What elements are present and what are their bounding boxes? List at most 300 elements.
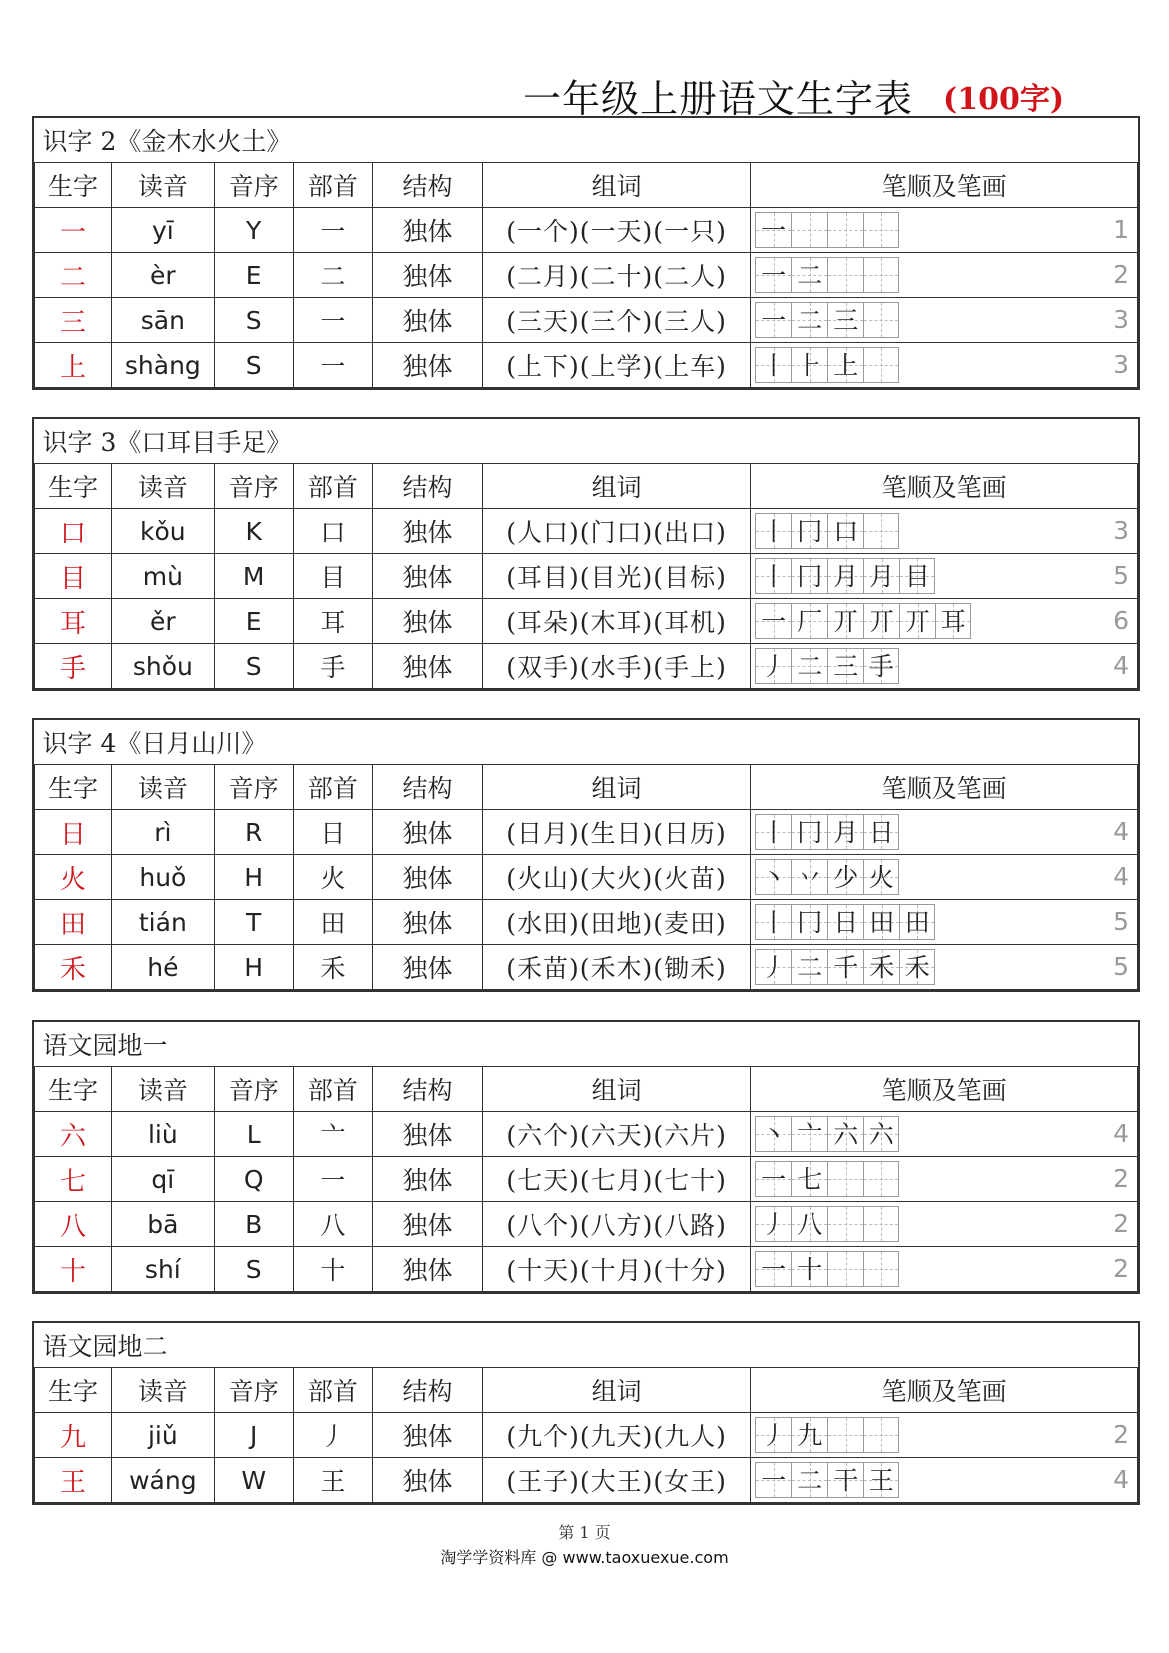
sequence-cell: H xyxy=(214,945,293,990)
radical-cell: 一 xyxy=(293,208,372,253)
pinyin-cell: shǒu xyxy=(112,644,214,689)
stroke-box xyxy=(755,949,791,985)
character-cell: 三 xyxy=(35,298,112,343)
pinyin-cell: jiǔ xyxy=(112,1413,214,1458)
stroke-box xyxy=(755,1417,791,1453)
stroke-step: 丶 xyxy=(761,863,787,892)
pinyin-cell: mù xyxy=(112,554,214,599)
column-header: 组词 xyxy=(482,1067,750,1112)
table-row xyxy=(35,599,1138,644)
table-row xyxy=(35,1247,1138,1292)
column-header: 部首 xyxy=(293,765,372,810)
stroke-box xyxy=(899,558,935,594)
sequence-cell: S xyxy=(214,298,293,343)
column-header: 结构 xyxy=(373,163,483,208)
structure-cell: 独体 xyxy=(373,343,483,388)
column-header: 笔顺及笔画 xyxy=(751,163,1138,208)
stroke-box xyxy=(863,212,899,248)
stroke-box xyxy=(827,257,863,293)
table-row xyxy=(35,855,1138,900)
column-header: 读音 xyxy=(112,1368,214,1413)
stroke-count: 5 xyxy=(1113,561,1129,590)
character-cell: 禾 xyxy=(35,945,112,990)
stroke-step: 手 xyxy=(868,652,894,681)
stroke-count: 4 xyxy=(1113,862,1129,891)
sequence-cell: S xyxy=(214,1247,293,1292)
column-header: 音序 xyxy=(214,464,293,509)
stroke-order-cell xyxy=(751,1202,1138,1247)
stroke-grid xyxy=(755,1116,899,1152)
words-cell: (火山)(大火)(火苗) xyxy=(482,855,750,900)
stroke-grid xyxy=(755,347,899,383)
stroke-box xyxy=(755,904,791,940)
stroke-step: 厂 xyxy=(797,607,823,636)
stroke-step: 一 xyxy=(761,216,787,245)
pinyin-cell: rì xyxy=(112,810,214,855)
radical-cell: 日 xyxy=(293,810,372,855)
stroke-order-cell xyxy=(751,1247,1138,1292)
stroke-count: 6 xyxy=(1113,606,1129,635)
stroke-step: 十 xyxy=(797,1255,823,1284)
structure-cell: 独体 xyxy=(373,1413,483,1458)
stroke-box xyxy=(791,859,827,895)
stroke-count: 4 xyxy=(1113,1119,1129,1148)
stroke-grid xyxy=(755,257,899,293)
words-cell: (九个)(九天)(九人) xyxy=(482,1413,750,1458)
character-cell: 上 xyxy=(35,343,112,388)
stroke-step: 田 xyxy=(869,908,895,937)
stroke-step: 禾 xyxy=(904,953,930,982)
pinyin-cell: shí xyxy=(112,1247,214,1292)
stroke-step: 少 xyxy=(833,863,859,892)
sequence-cell: W xyxy=(214,1458,293,1503)
stroke-step: 冂 xyxy=(797,562,823,591)
stroke-count: 2 xyxy=(1113,1164,1129,1193)
column-header: 生字 xyxy=(35,765,112,810)
stroke-box xyxy=(791,1161,827,1197)
structure-cell: 独体 xyxy=(373,1247,483,1292)
stroke-step: 丨 xyxy=(761,908,787,937)
stroke-box xyxy=(791,347,827,383)
page-number: 第 1 页 xyxy=(558,1523,611,1542)
stroke-box xyxy=(791,257,827,293)
stroke-grid xyxy=(755,814,899,850)
stroke-box xyxy=(755,1161,791,1197)
character-cell: 火 xyxy=(35,855,112,900)
structure-cell: 独体 xyxy=(373,1458,483,1503)
stroke-step: 二 xyxy=(797,306,823,335)
stroke-order-cell xyxy=(751,298,1138,343)
structure-cell: 独体 xyxy=(373,208,483,253)
words-cell: (双手)(水手)(手上) xyxy=(482,644,750,689)
character-cell: 王 xyxy=(35,1458,112,1503)
column-header: 音序 xyxy=(214,1368,293,1413)
stroke-step: 干 xyxy=(833,1466,859,1495)
section-caption: 语文园地二 xyxy=(35,1323,1138,1368)
words-cell: (水田)(田地)(麦田) xyxy=(482,900,750,945)
sequence-cell: S xyxy=(214,343,293,388)
radical-cell: 王 xyxy=(293,1458,372,1503)
radical-cell: 手 xyxy=(293,644,372,689)
structure-cell: 独体 xyxy=(373,1112,483,1157)
stroke-step: 月 xyxy=(833,562,859,591)
stroke-box xyxy=(899,949,935,985)
stroke-box xyxy=(827,1417,863,1453)
column-header: 生字 xyxy=(35,1067,112,1112)
sequence-cell: L xyxy=(214,1112,293,1157)
stroke-box xyxy=(791,603,827,639)
stroke-box xyxy=(827,212,863,248)
stroke-step: 冂 xyxy=(797,818,823,847)
stroke-count: 4 xyxy=(1113,651,1129,680)
stroke-grid xyxy=(755,859,899,895)
radical-cell: 火 xyxy=(293,855,372,900)
stroke-step: 口 xyxy=(833,517,859,546)
pinyin-cell: wáng xyxy=(112,1458,214,1503)
structure-cell: 独体 xyxy=(373,1157,483,1202)
sequence-cell: M xyxy=(214,554,293,599)
table-row xyxy=(35,343,1138,388)
structure-cell: 独体 xyxy=(373,253,483,298)
radical-cell: 十 xyxy=(293,1247,372,1292)
stroke-grid xyxy=(755,1462,899,1498)
column-header: 组词 xyxy=(482,765,750,810)
stroke-step: 火 xyxy=(868,863,894,892)
stroke-step: 丿 xyxy=(761,1210,787,1239)
stroke-order-cell xyxy=(751,554,1138,599)
stroke-step: 二 xyxy=(797,953,823,982)
stroke-count: 4 xyxy=(1113,1465,1129,1494)
stroke-box xyxy=(791,302,827,338)
column-header: 笔顺及笔画 xyxy=(751,1067,1138,1112)
section-table xyxy=(32,718,1140,992)
stroke-box xyxy=(755,212,791,248)
stroke-step: 三 xyxy=(833,652,859,681)
column-header: 读音 xyxy=(112,163,214,208)
stroke-step: 丨 xyxy=(761,562,787,591)
stroke-box xyxy=(755,1462,791,1498)
character-cell: 口 xyxy=(35,509,112,554)
sequence-cell: E xyxy=(214,253,293,298)
stroke-order-cell xyxy=(751,1157,1138,1202)
stroke-box xyxy=(827,904,863,940)
table-row xyxy=(35,298,1138,343)
stroke-step: 王 xyxy=(868,1466,894,1495)
stroke-box xyxy=(935,603,971,639)
table-row xyxy=(35,1202,1138,1247)
sequence-cell: T xyxy=(214,900,293,945)
column-header: 读音 xyxy=(112,1067,214,1112)
column-header: 组词 xyxy=(482,464,750,509)
stroke-step: 六 xyxy=(833,1120,859,1149)
stroke-order-cell xyxy=(751,1413,1138,1458)
words-cell: (十天)(十月)(十分) xyxy=(482,1247,750,1292)
stroke-count: 5 xyxy=(1113,907,1129,936)
words-cell: (耳目)(目光)(目标) xyxy=(482,554,750,599)
stroke-box xyxy=(755,558,791,594)
words-cell: (六个)(六天)(六片) xyxy=(482,1112,750,1157)
stroke-box xyxy=(755,1206,791,1242)
character-cell: 一 xyxy=(35,208,112,253)
table-row xyxy=(35,945,1138,990)
structure-cell: 独体 xyxy=(373,945,483,990)
sequence-cell: J xyxy=(214,1413,293,1458)
radical-cell: 一 xyxy=(293,298,372,343)
stroke-step: 七 xyxy=(797,1165,823,1194)
pinyin-cell: tián xyxy=(112,900,214,945)
stroke-box xyxy=(755,648,791,684)
pinyin-cell: qī xyxy=(112,1157,214,1202)
stroke-box xyxy=(827,1161,863,1197)
stroke-box xyxy=(791,1462,827,1498)
stroke-box xyxy=(791,1417,827,1453)
character-cell: 七 xyxy=(35,1157,112,1202)
stroke-box xyxy=(827,1251,863,1287)
radical-cell: 丿 xyxy=(293,1413,372,1458)
radical-cell: 田 xyxy=(293,900,372,945)
stroke-order-cell xyxy=(751,644,1138,689)
stroke-box xyxy=(755,1251,791,1287)
stroke-count: 2 xyxy=(1113,1254,1129,1283)
radical-cell: 目 xyxy=(293,554,372,599)
sequence-cell: Y xyxy=(214,208,293,253)
radical-cell: 耳 xyxy=(293,599,372,644)
stroke-grid xyxy=(755,1251,899,1287)
stroke-order-cell xyxy=(751,1112,1138,1157)
stroke-box xyxy=(899,904,935,940)
character-cell: 十 xyxy=(35,1247,112,1292)
column-header: 生字 xyxy=(35,1368,112,1413)
character-cell: 手 xyxy=(35,644,112,689)
structure-cell: 独体 xyxy=(373,810,483,855)
table-row xyxy=(35,509,1138,554)
words-cell: (耳朵)(木耳)(耳机) xyxy=(482,599,750,644)
radical-cell: 一 xyxy=(293,343,372,388)
table-row xyxy=(35,1413,1138,1458)
radical-cell: 亠 xyxy=(293,1112,372,1157)
stroke-count: 2 xyxy=(1113,1209,1129,1238)
pinyin-cell: èr xyxy=(112,253,214,298)
column-header: 部首 xyxy=(293,464,372,509)
stroke-grid xyxy=(755,949,935,985)
section-table xyxy=(32,116,1140,390)
structure-cell: 独体 xyxy=(373,1202,483,1247)
stroke-step: 丨 xyxy=(761,517,787,546)
character-cell: 田 xyxy=(35,900,112,945)
stroke-box xyxy=(755,603,791,639)
stroke-order-cell xyxy=(751,343,1138,388)
sequence-cell: S xyxy=(214,644,293,689)
stroke-step: 日 xyxy=(868,818,894,847)
stroke-box xyxy=(791,814,827,850)
stroke-step: 田 xyxy=(904,908,930,937)
section-caption: 识字 2《金木水火土》 xyxy=(35,118,1138,163)
stroke-box xyxy=(791,1251,827,1287)
stroke-step: 三 xyxy=(833,306,859,335)
stroke-count: 1 xyxy=(1113,215,1129,244)
radical-cell: 二 xyxy=(293,253,372,298)
column-header: 结构 xyxy=(373,1067,483,1112)
stroke-box xyxy=(863,904,899,940)
pinyin-cell: huǒ xyxy=(112,855,214,900)
character-cell: 九 xyxy=(35,1413,112,1458)
column-header: 部首 xyxy=(293,1368,372,1413)
words-cell: (日月)(生日)(日历) xyxy=(482,810,750,855)
stroke-step: 九 xyxy=(797,1421,823,1450)
stroke-box xyxy=(791,949,827,985)
stroke-box xyxy=(755,257,791,293)
stroke-box xyxy=(755,347,791,383)
stroke-order-cell xyxy=(751,509,1138,554)
pinyin-cell: liù xyxy=(112,1112,214,1157)
stroke-box xyxy=(863,648,899,684)
stroke-grid xyxy=(755,648,899,684)
stroke-box xyxy=(863,949,899,985)
stroke-box xyxy=(863,257,899,293)
stroke-box xyxy=(791,904,827,940)
column-header: 部首 xyxy=(293,163,372,208)
column-header: 生字 xyxy=(35,163,112,208)
stroke-step: 一 xyxy=(761,607,787,636)
stroke-box xyxy=(827,1462,863,1498)
footer-site: 淘学学资料库 @ www.taoxuexue.com xyxy=(440,1548,729,1567)
column-header: 笔顺及笔画 xyxy=(751,765,1138,810)
section-table xyxy=(32,417,1140,691)
column-header: 组词 xyxy=(482,163,750,208)
stroke-box xyxy=(791,1206,827,1242)
pinyin-cell: hé xyxy=(112,945,214,990)
stroke-box xyxy=(863,347,899,383)
character-cell: 六 xyxy=(35,1112,112,1157)
stroke-count: 2 xyxy=(1113,1420,1129,1449)
character-cell: 日 xyxy=(35,810,112,855)
title-count: (100字) xyxy=(943,82,1065,117)
stroke-box xyxy=(791,1116,827,1152)
stroke-count: 2 xyxy=(1113,260,1129,289)
stroke-box xyxy=(827,603,863,639)
character-cell: 八 xyxy=(35,1202,112,1247)
words-cell: (二月)(二十)(二人) xyxy=(482,253,750,298)
stroke-step: 六 xyxy=(868,1120,894,1149)
sequence-cell: R xyxy=(214,810,293,855)
structure-cell: 独体 xyxy=(373,599,483,644)
character-cell: 二 xyxy=(35,253,112,298)
section-table xyxy=(32,1321,1140,1505)
stroke-box xyxy=(791,212,827,248)
table-row xyxy=(35,1157,1138,1202)
stroke-box xyxy=(863,558,899,594)
stroke-grid xyxy=(755,1417,899,1453)
stroke-box xyxy=(827,347,863,383)
section-table xyxy=(32,1020,1140,1294)
stroke-step: 目 xyxy=(904,562,930,591)
stroke-step: 耳 xyxy=(940,607,966,636)
stroke-box xyxy=(863,859,899,895)
radical-cell: 口 xyxy=(293,509,372,554)
table-row xyxy=(35,1112,1138,1157)
column-header: 音序 xyxy=(214,765,293,810)
stroke-box xyxy=(755,302,791,338)
column-header: 笔顺及笔画 xyxy=(751,464,1138,509)
column-header: 结构 xyxy=(373,765,483,810)
stroke-grid xyxy=(755,904,935,940)
stroke-box xyxy=(755,859,791,895)
table-row xyxy=(35,900,1138,945)
words-cell: (三天)(三个)(三人) xyxy=(482,298,750,343)
pinyin-cell: sān xyxy=(112,298,214,343)
stroke-step: 丨 xyxy=(761,818,787,847)
page-title xyxy=(0,58,1169,121)
table-row xyxy=(35,644,1138,689)
words-cell: (七天)(七月)(七十) xyxy=(482,1157,750,1202)
radical-cell: 禾 xyxy=(293,945,372,990)
sequence-cell: H xyxy=(214,855,293,900)
stroke-step: 月 xyxy=(833,818,859,847)
stroke-step: ⺊ xyxy=(797,351,823,380)
column-header: 音序 xyxy=(214,163,293,208)
stroke-step: 日 xyxy=(833,908,859,937)
pinyin-cell: shàng xyxy=(112,343,214,388)
stroke-step: 丿 xyxy=(761,652,787,681)
stroke-box xyxy=(863,1251,899,1287)
stroke-box xyxy=(863,513,899,549)
table-row xyxy=(35,1458,1138,1503)
structure-cell: 独体 xyxy=(373,644,483,689)
pinyin-cell: ěr xyxy=(112,599,214,644)
stroke-box xyxy=(791,513,827,549)
stroke-step: 丶 xyxy=(761,1120,787,1149)
stroke-step: 二 xyxy=(797,1466,823,1495)
stroke-grid xyxy=(755,1206,899,1242)
sequence-cell: B xyxy=(214,1202,293,1247)
stroke-box xyxy=(827,859,863,895)
words-cell: (人口)(门口)(出口) xyxy=(482,509,750,554)
stroke-box xyxy=(863,302,899,338)
stroke-step: 二 xyxy=(797,652,823,681)
stroke-step: 丿 xyxy=(761,953,787,982)
structure-cell: 独体 xyxy=(373,554,483,599)
column-header: 结构 xyxy=(373,1368,483,1413)
stroke-step: 月 xyxy=(869,562,895,591)
column-header: 读音 xyxy=(112,765,214,810)
stroke-step: 一 xyxy=(761,306,787,335)
stroke-box xyxy=(755,814,791,850)
table-row xyxy=(35,554,1138,599)
stroke-step: 丌 xyxy=(869,607,895,636)
stroke-grid xyxy=(755,302,899,338)
column-header: 读音 xyxy=(112,464,214,509)
stroke-count: 4 xyxy=(1113,817,1129,846)
section-caption: 语文园地一 xyxy=(35,1022,1138,1067)
stroke-count: 3 xyxy=(1113,516,1129,545)
section-caption: 识字 3《口耳目手足》 xyxy=(35,419,1138,464)
stroke-count: 3 xyxy=(1113,305,1129,334)
stroke-step: 冂 xyxy=(797,908,823,937)
table-row xyxy=(35,208,1138,253)
stroke-step: 二 xyxy=(797,261,823,290)
stroke-box xyxy=(863,1161,899,1197)
stroke-step: 丌 xyxy=(833,607,859,636)
stroke-count: 5 xyxy=(1113,952,1129,981)
sequence-cell: K xyxy=(214,509,293,554)
stroke-step: 禾 xyxy=(869,953,895,982)
stroke-order-cell xyxy=(751,945,1138,990)
stroke-order-cell xyxy=(751,599,1138,644)
stroke-box xyxy=(755,1116,791,1152)
words-cell: (王子)(大王)(女王) xyxy=(482,1458,750,1503)
stroke-box xyxy=(827,513,863,549)
stroke-grid xyxy=(755,513,899,549)
